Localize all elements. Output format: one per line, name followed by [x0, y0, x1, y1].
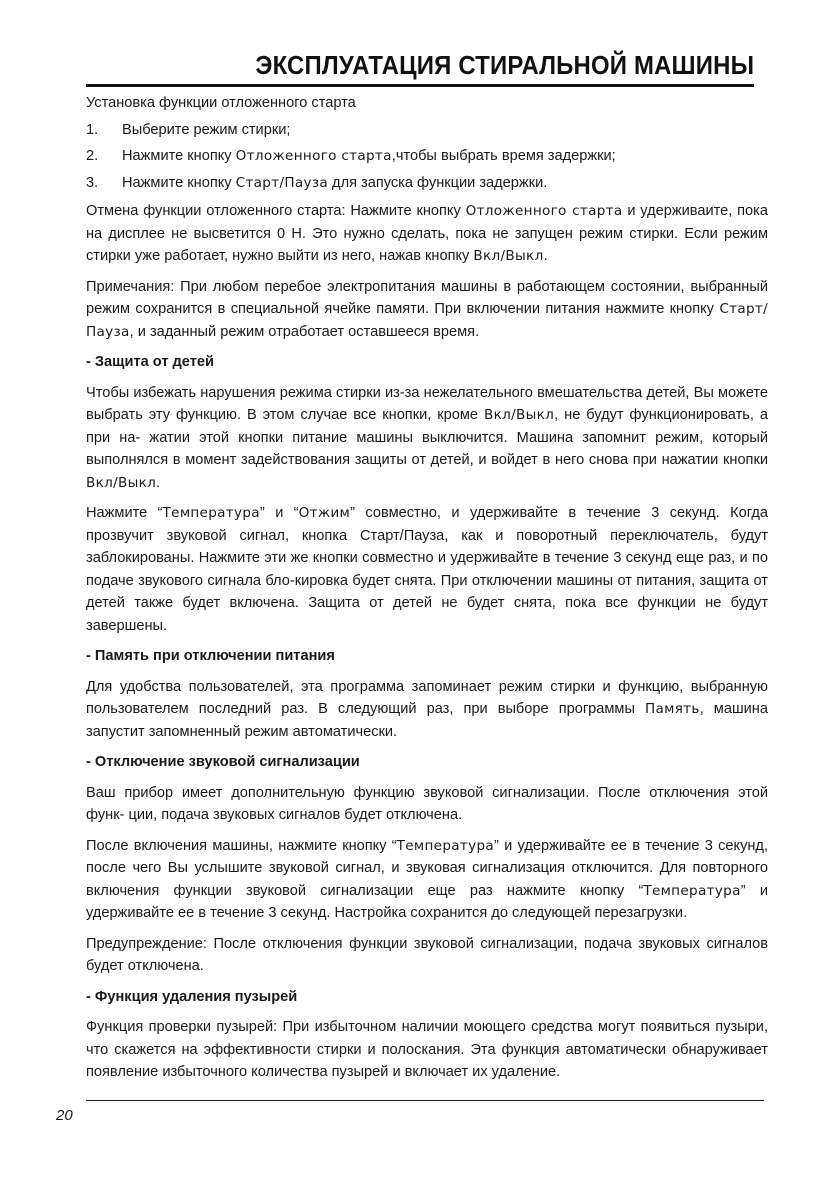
button-name: Старт/Пауза — [86, 301, 768, 340]
step-text-part: Нажмите кнопку — [122, 148, 236, 164]
button-name: Отложенного старта — [465, 203, 623, 219]
text-part: , как и поворотный переключатель, будут заблокированы. Нажмите эти же кнопки совместно и удерживайте в течение 3 секунд еще раз, и по подаче звукового сигнала бло-кировка будет снята. При отключении машины от питания, защита от детей также будет включена. Защита от детей не будет снята, пока все функции не будут завершены. — [86, 527, 769, 634]
header-divider — [86, 84, 754, 87]
sound-off-paragraph-2 — [86, 835, 768, 925]
button-name: Отложенного старта — [235, 148, 392, 164]
text-part: . — [156, 474, 161, 491]
button-name: Память — [644, 701, 700, 717]
sound-off-paragraph-1: Ваш прибор имеет дополнительную функцию звуковой сигнализации. После отключения этой функ- ции, подача звуковых сигналов будет отключена. — [86, 784, 768, 823]
delayed-start-intro: Установка функции отложенного старта — [86, 95, 356, 111]
section-heading-sound-off: - Отключение звуковой сигнализации — [86, 754, 360, 770]
section-heading-power-memory: - Память при отключении питания — [86, 648, 335, 664]
list-item — [86, 172, 768, 195]
step-text — [122, 172, 547, 195]
step-number: 1. — [86, 121, 99, 138]
child-lock-paragraph-1 — [86, 382, 768, 495]
button-name: Старт/Пауза — [235, 174, 328, 191]
power-memory-paragraph — [86, 676, 768, 744]
step-text — [122, 145, 616, 168]
button-name: Отжим — [298, 505, 351, 521]
text-part: Отмена функции отложенного старта: Нажмите кнопку — [86, 203, 466, 219]
button-name: Вкл/Выкл — [86, 474, 157, 491]
button-name: Вкл/Выкл — [473, 248, 544, 264]
text-part: , и заданный режим отработает оставшееся время. — [129, 323, 480, 340]
button-name: Старт/Пауза — [360, 527, 445, 544]
text-part: После включения машины, нажмите кнопку “ — [86, 837, 397, 854]
button-name: Температура — [396, 837, 495, 854]
text-part: Примечания: При любом перебое электропитания машины в работающем состоянии, выбранный режим сохранится в специальной ячейке памяти. При включении питания нажмите кнопку — [86, 278, 768, 317]
child-lock-paragraph-2 — [86, 502, 768, 637]
step-number: 2. — [86, 148, 99, 164]
bubble-removal-paragraph: Функция проверки пузырей: При избыточном наличии моющего средства могут появиться пузыри, что скажется на эффективности стирки и полоскания. Эта функция автоматически обнаруживает появление избыточного количества пузырей и включает их удаление. — [86, 1019, 768, 1080]
delayed-start-note — [86, 276, 768, 344]
button-name: Вкл/Выкл — [483, 407, 555, 423]
section-heading-child-lock: - Защита от детей — [86, 354, 214, 370]
section-heading-bubble-removal: - Функция удаления пузырей — [86, 988, 298, 1005]
text-part: и удерживаите, пока на дисплее не высветится 0 Н. Это нужно сделать, пока не запущен режим стирки. Если режим стирки уже работает, нужно выйти из него, нажав кнопку — [86, 203, 768, 264]
button-name: Температура — [162, 505, 260, 521]
page-number: 20 — [56, 1107, 73, 1124]
step-number: 3. — [86, 174, 99, 191]
list-item — [86, 119, 768, 142]
text-part: , машина запустит запомненный режим автоматически. — [86, 701, 768, 740]
delayed-start-cancel — [86, 200, 768, 268]
delayed-start-steps — [86, 119, 768, 195]
step-text-part: ,чтобы выбрать время задержки; — [391, 148, 616, 164]
list-item — [86, 145, 768, 168]
button-name: Температура — [643, 882, 741, 899]
text-part: Нажмите “ — [86, 505, 163, 521]
step-text: Выберите режим стирки; — [122, 121, 291, 138]
page-content — [86, 92, 768, 1092]
page-title: ЭКСПЛУАТАЦИЯ СТИРАЛЬНОЙ МАШИНЫ — [255, 50, 754, 80]
text-part: . — [543, 248, 548, 264]
footer-divider — [86, 1100, 764, 1101]
text-part: ” совместно, и удерживайте в течение 3 секунд. Когда прозвучит звуковой сигнал, кнопка — [86, 505, 768, 544]
text-part: Для удобства пользователей, эта программа запоминает режим стирки и функцию, выбранную пользователем последний раз. В следующий раз, при выборе программы — [86, 678, 768, 717]
step-text-part: Нажмите кнопку — [122, 174, 236, 191]
text-part: ” и удерживайте ее в течение 3 секунд. Настройка сохранится до следующей перезагрузки. — [86, 882, 768, 921]
text-part: Чтобы избежать нарушения режима стирки из-за нежелательного вмешательства детей, Вы можете выбрать эту функцию. В этом случае все кнопки, кроме — [86, 384, 768, 423]
step-text-part: для запуска функции задержки. — [328, 174, 548, 191]
text-part: ” и “ — [259, 505, 299, 521]
text-part: ” и удерживайте ее в течение 3 секунд, после чего Вы услышите звуковой сигнал, и звуковая сигнализация отключится. Для повторного включения функции звуковой сигнализации еще раз нажмите кнопку “ — [86, 837, 768, 899]
text-part: , не будут функционировать, а при на- жатии этой кнопки питание машины выключится. Машина запомнит режим, который выполнялся в момент задействования защиты от детей, и войдет в него снова при нажатии кнопки — [86, 407, 768, 468]
sound-off-warning: Предупреждение: После отключения функции звуковой сигнализации, подача звуковых сигналов будет отключена. — [86, 935, 768, 974]
